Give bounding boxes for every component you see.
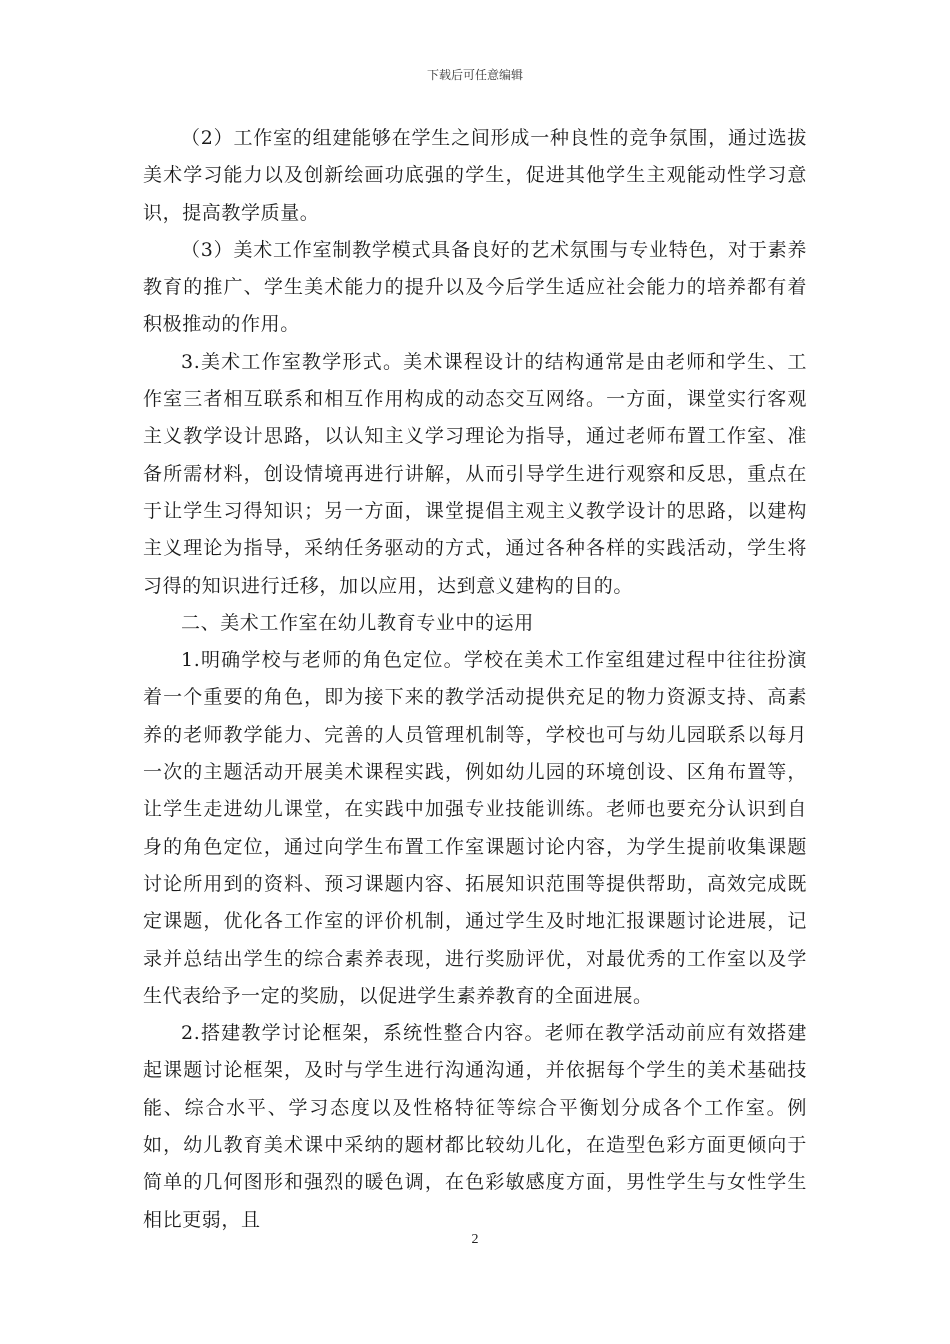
paragraph-discussion-framework: 2.搭建教学讨论框架，系统性整合内容。老师在教学活动前应有效搭建起课题讨论框架，及时与学生进行沟通沟通，并依据每个学生的美术基础技能、综合水平、学习态度以及性格特征等综合平衡划分成各个工作室。例如，幼儿教育美术课中采纳的题材都比较幼儿化，在造型色彩方面更倾向于简单的几何图形和强烈的暖色调，在色彩敏感度方面，男性学生与女性学生相比更弱，且: [143, 1022, 807, 1231]
paragraph-point-3: （3）美术工作室制教学模式具备良好的艺术氛围与专业特色，对于素养教育的推广、学生美术能力的提升以及今后学生适应社会能力的培养都有着积极推动的作用。: [143, 238, 807, 336]
paragraph-teaching-form: 3.美术工作室教学形式。美术课程设计的结构通常是由老师和学生、工作室三者相互联系和相互作用构成的动态交互网络。一方面，课堂实行客观主义教学设计思路，以认知主义学习理论为指导，通过老师布置工作室、准备所需材料，创设情境再进行讲解，从而引导学生进行观察和反思，重点在于让学生习得知识；另一方面，课堂提倡主观主义教学设计的思路，以建构主义理论为指导，采纳任务驱动的方式，通过各种各样的实践活动，学生将习得的知识进行迁移，加以应用，达到意义建构的目的。: [143, 350, 807, 597]
paragraph-role-definition: 1.明确学校与老师的角色定位。学校在美术工作室组建过程中往往扮演着一个重要的角色，即为接下来的教学活动提供充足的物力资源支持、高素养的老师教学能力、完善的人员管理机制等，学校也可与幼儿园联系以每月一次的主题活动开展美术课程实践，例如幼儿园的环境创设、区角布置等，让学生走进幼儿课堂，在实践中加强专业技能训练。老师也要充分认识到自身的角色定位，通过向学生布置工作室课题讨论内容，为学生提前收集课题讨论所用到的资料、预习课题内容、拓展知识范围等提供帮助，高效完成既定课题，优化各工作室的评价机制，通过学生及时地汇报课题讨论进展，记录并总结出学生的综合素养表现，进行奖励评优，对最优秀的工作室以及学生代表给予一定的奖励，以促进学生素养教育的全面进展。: [143, 649, 807, 1007]
page-header: 下载后可任意编辑: [426, 68, 523, 82]
section-heading-2: 二、美术工作室在幼儿教育专业中的运用: [181, 611, 534, 634]
page-number: 2: [471, 1232, 479, 1247]
paragraph-point-2: （2）工作室的组建能够在学生之间形成一种良性的竞争氛围，通过选拔美术学习能力以及创新绘画功底强的学生，促进其他学生主观能动性学习意识，提高教学质量。: [143, 127, 807, 224]
document-body: [143, 120, 807, 1239]
